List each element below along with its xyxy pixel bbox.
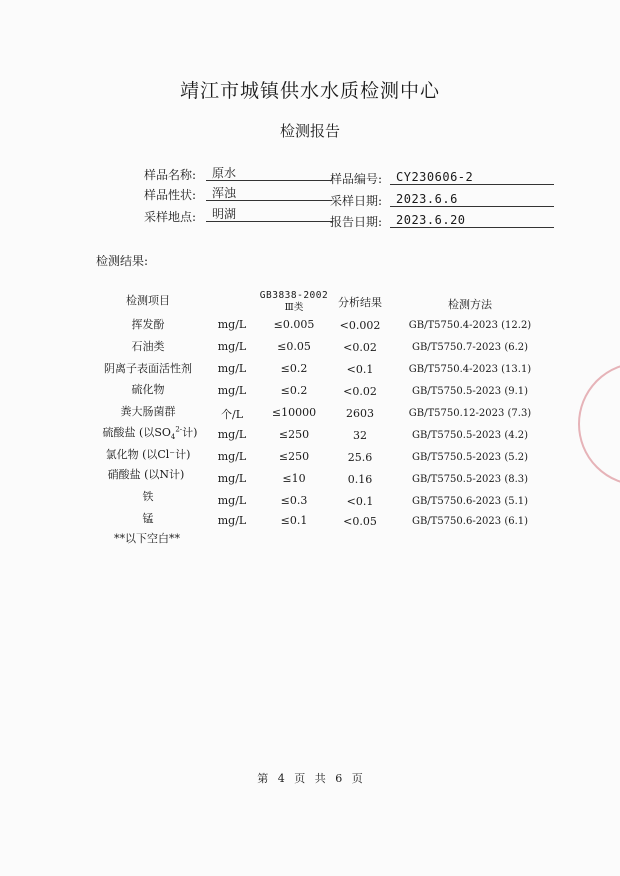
row-3-result: <0.1	[346, 363, 374, 376]
row-4-unit: mg/L	[217, 384, 247, 397]
row-7-unit: mg/L	[217, 450, 247, 463]
report-org-title: 靖江市城镇供水水质检测中心	[179, 80, 440, 102]
row-9-item: 铁	[142, 490, 154, 503]
sampling-location-label: 采样地点:	[143, 210, 196, 224]
blank-below-note: **以下空白**	[114, 532, 180, 545]
row-2-standard: ≤0.05	[277, 340, 311, 353]
header-method: 检测方法	[448, 298, 492, 311]
row-5-item: 粪大肠菌群	[120, 405, 176, 418]
row-1-unit: mg/L	[217, 318, 247, 331]
row-9-method: GB/T5750.6-2023 (5.1)	[411, 496, 529, 507]
official-seal-fragment	[578, 362, 620, 486]
row-4-result: <0.02	[343, 385, 377, 398]
row-9-result: <0.1	[346, 495, 374, 508]
row-10-item: 锰	[142, 512, 154, 525]
results-title: 检测结果:	[96, 254, 149, 268]
row-6-unit: mg/L	[217, 428, 247, 441]
row-3-item: 阴离子表面活性剂	[104, 362, 192, 375]
row-1-result: <0.002	[339, 319, 381, 332]
row-7-standard: ≤250	[278, 450, 310, 463]
sample-name-value: 原水	[206, 166, 332, 181]
row-5-result: 2603	[346, 407, 374, 420]
sampling-date-value: 2023.6.6	[390, 192, 554, 207]
header-item: 检测项目	[126, 294, 170, 307]
row-1-method: GB/T5750.4-2023 (12.2)	[408, 320, 532, 331]
report-title: 检测报告	[279, 122, 340, 140]
row-8-standard: ≤10	[282, 472, 306, 485]
row-2-result: <0.02	[343, 341, 377, 354]
sample-id-value: CY230606-2	[390, 170, 554, 185]
row-7-result: 25.6	[347, 451, 373, 464]
row-8-unit: mg/L	[217, 472, 247, 485]
row-9-unit: mg/L	[217, 494, 247, 507]
row-4-standard: ≤0.2	[280, 384, 308, 397]
row-8-method: GB/T5750.5-2023 (8.3)	[411, 474, 529, 485]
header-standard-line2: Ⅲ类	[284, 302, 304, 313]
row-8-item: 硝酸盐 (以N计)	[107, 468, 185, 481]
row-1-item: 挥发酚	[131, 318, 165, 331]
row-3-unit: mg/L	[217, 362, 247, 375]
row-10-standard: ≤0.1	[280, 514, 308, 527]
header-standard-line1: GB3838-2002	[259, 290, 329, 301]
row-1-standard: ≤0.005	[273, 318, 315, 331]
row-10-result: <0.05	[343, 515, 377, 528]
row-5-standard: ≤10000	[271, 406, 317, 419]
row-4-item: 硫化物	[131, 383, 165, 396]
row-3-standard: ≤0.2	[280, 362, 308, 375]
sample-name-label: 样品名称:	[143, 168, 196, 182]
sample-state-label: 样品性状:	[143, 188, 196, 202]
row-5-method: GB/T5750.12-2023 (7.3)	[408, 408, 532, 419]
sample-id-label: 样品编号:	[329, 172, 382, 186]
row-7-method: GB/T5750.5-2023 (5.2)	[411, 452, 529, 463]
page-number: 第 4 页 共 6 页	[257, 772, 363, 785]
row-10-unit: mg/L	[217, 514, 247, 527]
report-date-label: 报告日期:	[329, 215, 382, 229]
sampling-location-value: 明湖	[206, 207, 332, 222]
row-6-standard: ≤250	[278, 428, 310, 441]
sample-state-value: 浑浊	[206, 186, 332, 201]
row-6-result: 32	[353, 429, 367, 442]
row-10-method: GB/T5750.6-2023 (6.1)	[411, 516, 529, 527]
row-8-result: 0.16	[347, 473, 373, 486]
row-4-method: GB/T5750.5-2023 (9.1)	[411, 386, 529, 397]
sampling-date-label: 采样日期:	[329, 194, 382, 208]
row-2-item: 石油类	[131, 340, 165, 353]
row-2-unit: mg/L	[217, 340, 247, 353]
row-6-item: 硫酸盐 (以$SO_4^{2-}$计)	[102, 425, 198, 442]
report-date-value: 2023.6.20	[390, 213, 554, 228]
row-6-method: GB/T5750.5-2023 (4.2)	[411, 430, 529, 441]
row-5-unit: 个/L	[220, 408, 243, 421]
row-2-method: GB/T5750.7-2023 (6.2)	[411, 342, 529, 353]
row-7-item: 氯化物 (以Cl⁻计)	[105, 448, 191, 461]
row-3-method: GB/T5750.4-2023 (13.1)	[408, 364, 532, 375]
header-result: 分析结果	[338, 296, 382, 309]
row-9-standard: ≤0.3	[280, 494, 308, 507]
